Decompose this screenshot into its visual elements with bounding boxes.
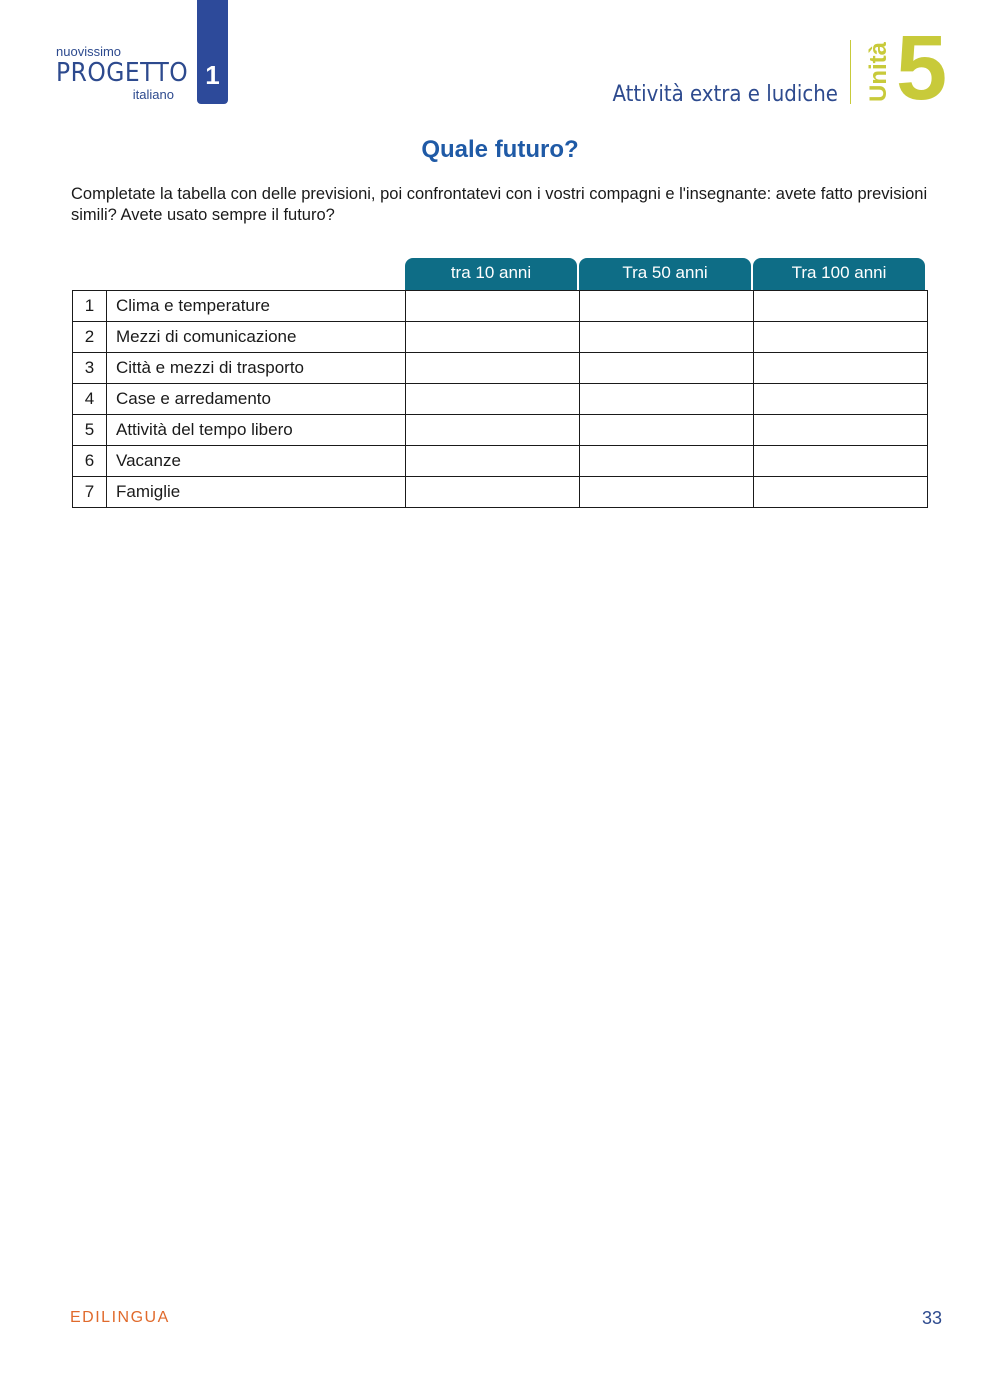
answer-cell[interactable] xyxy=(406,353,580,384)
prediction-table xyxy=(72,290,928,508)
answer-cell[interactable] xyxy=(754,446,928,477)
logo-bottom-text: italiano xyxy=(132,87,174,102)
row-number: 7 xyxy=(73,477,107,508)
unit-word: Unità xyxy=(865,42,892,102)
answer-cell[interactable] xyxy=(754,291,928,322)
answer-cell[interactable] xyxy=(580,322,754,353)
table-row xyxy=(73,384,928,415)
row-number: 6 xyxy=(73,446,107,477)
table-row xyxy=(73,291,928,322)
level-tab: 1 xyxy=(197,0,228,104)
row-label: Vacanze xyxy=(107,446,406,477)
row-number: 5 xyxy=(73,415,107,446)
header-divider xyxy=(850,40,851,104)
logo-main-text: PROGETTO xyxy=(56,58,189,88)
unit-number: 5 xyxy=(896,17,948,119)
answer-cell[interactable] xyxy=(754,415,928,446)
unit-label xyxy=(857,40,901,104)
publisher-logo: EDILINGUA xyxy=(70,1309,170,1326)
table-row xyxy=(73,353,928,384)
logo-top-text: nuovissimo xyxy=(56,44,122,59)
page-title: Quale futuro? xyxy=(421,136,579,163)
answer-cell[interactable] xyxy=(580,477,754,508)
row-number: 2 xyxy=(73,322,107,353)
row-label: Clima e temperature xyxy=(107,291,406,322)
answer-cell[interactable] xyxy=(754,477,928,508)
table-row xyxy=(73,322,928,353)
answer-cell[interactable] xyxy=(580,353,754,384)
answer-cell[interactable] xyxy=(580,446,754,477)
row-number: 3 xyxy=(73,353,107,384)
instructions: Completate la tabella con delle previsioni, poi confrontatevi con i vostri compagni e l'insegnante: avete fatto previsioni simili? Avete usato sempre il futuro? xyxy=(71,185,928,224)
row-label: Mezzi di comunicazione xyxy=(107,322,406,353)
answer-cell[interactable] xyxy=(406,291,580,322)
column-header-100: Tra 100 anni xyxy=(753,258,925,290)
answer-cell[interactable] xyxy=(580,415,754,446)
row-label: Attività del tempo libero xyxy=(107,415,406,446)
answer-cell[interactable] xyxy=(754,384,928,415)
answer-cell[interactable] xyxy=(406,477,580,508)
answer-cell[interactable] xyxy=(754,353,928,384)
answer-cell[interactable] xyxy=(754,322,928,353)
course-logo xyxy=(56,44,189,102)
row-label: Case e arredamento xyxy=(107,384,406,415)
row-label: Città e mezzi di trasporto xyxy=(107,353,406,384)
answer-cell[interactable] xyxy=(406,322,580,353)
row-number: 4 xyxy=(73,384,107,415)
column-header-10: tra 10 anni xyxy=(405,258,577,290)
answer-cell[interactable] xyxy=(580,291,754,322)
answer-cell[interactable] xyxy=(406,384,580,415)
table-row xyxy=(73,446,928,477)
page-number: 33 xyxy=(921,1308,942,1328)
column-header-50: Tra 50 anni xyxy=(579,258,751,290)
row-number: 1 xyxy=(73,291,107,322)
table-row xyxy=(73,477,928,508)
answer-cell[interactable] xyxy=(406,415,580,446)
row-label: Famiglie xyxy=(107,477,406,508)
section-title: Attività extra e ludiche xyxy=(612,82,838,107)
table-row xyxy=(73,415,928,446)
answer-cell[interactable] xyxy=(580,384,754,415)
answer-cell[interactable] xyxy=(406,446,580,477)
